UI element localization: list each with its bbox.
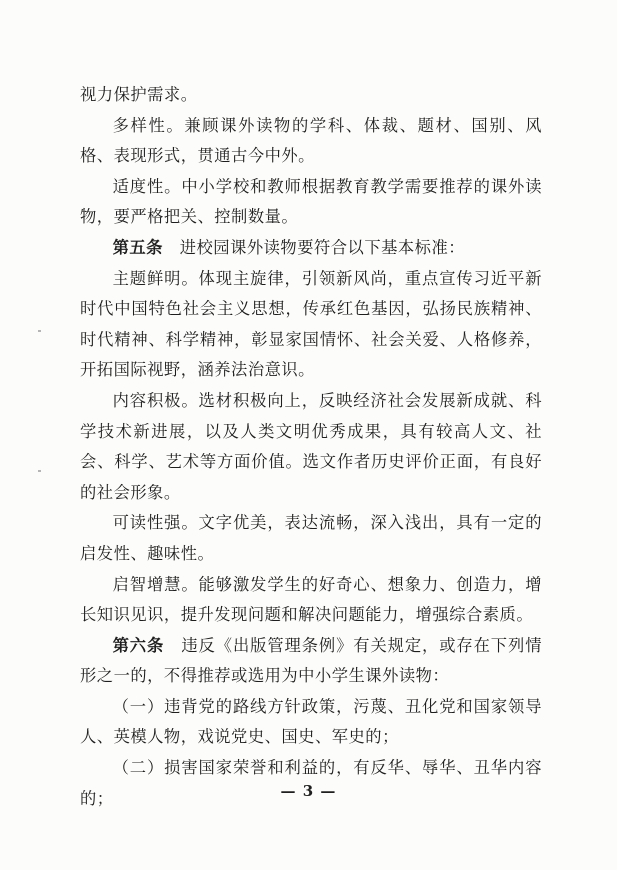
scan-mark [38,470,41,472]
paragraph-text: 违反《出版管理条例》有关规定，或存在下列情形之一的，不得推荐或选用为中小学生课外读物： [80,635,542,686]
paragraph-text: 主题鲜明。体现主旋律，引领新风尚，重点宣传习近平新时代中国特色社会主义思想，传承红色基因，弘扬民族精神、时代精神、科学精神，彰显家国情怀、社会关爱、人格修养，开拓国际视野，涵养法治意识。 [80,268,542,380]
paragraph-text: 多样性。兼顾课外读物的学科、体裁、题材、国别、风格、表现形式，贯通古今中外。 [80,115,542,166]
paragraph-text: 适度性。中小学校和教师根据教育教学需要推荐的课外读物，要严格把关、控制数量。 [80,176,542,227]
paragraph-text: 进校园课外读物要符合以下基本标准： [162,237,466,257]
paragraph [80,111,542,172]
paragraph [80,570,542,631]
paragraph-text: （一）违背党的路线方针政策，污蔑、丑化党和国家领导人、英模人物，戏说党史、国史、军史的； [80,696,542,747]
paragraph [80,631,542,692]
paragraph-text: 视力保护需求。 [80,85,198,104]
paragraph [80,386,542,508]
paragraph-text: （二）损害国家荣誉和利益的，有反华、辱华、丑华内容的； [80,758,542,808]
paragraph [80,508,542,569]
page-number: — 3 — [280,782,337,800]
paragraph [80,264,542,386]
paragraph [80,172,542,233]
paragraph-text: 内容积极。选材积极向上，反映经济社会发展新成就、科学技术新进展，以及人类文明优秀成果，具有较高人文、社会、科学、艺术等方面价值。选文作者历史评价正面，有良好的社会形象。 [80,390,542,502]
paragraph [80,692,542,753]
article-heading: 第六条 [112,635,165,655]
paragraph-text: 启智增慧。能够激发学生的好奇心、想象力、创造力，增长知识见识，提升发现问题和解决问题能力，增强综合素质。 [80,574,542,625]
body-text [80,80,542,814]
article-heading: 第五条 [112,237,163,257]
scan-mark [38,330,41,332]
paragraph-text: 可读性强。文字优美，表达流畅，深入浅出，具有一定的启发性、趣味性。 [80,513,542,563]
paragraph [80,80,542,111]
paragraph [80,233,542,264]
